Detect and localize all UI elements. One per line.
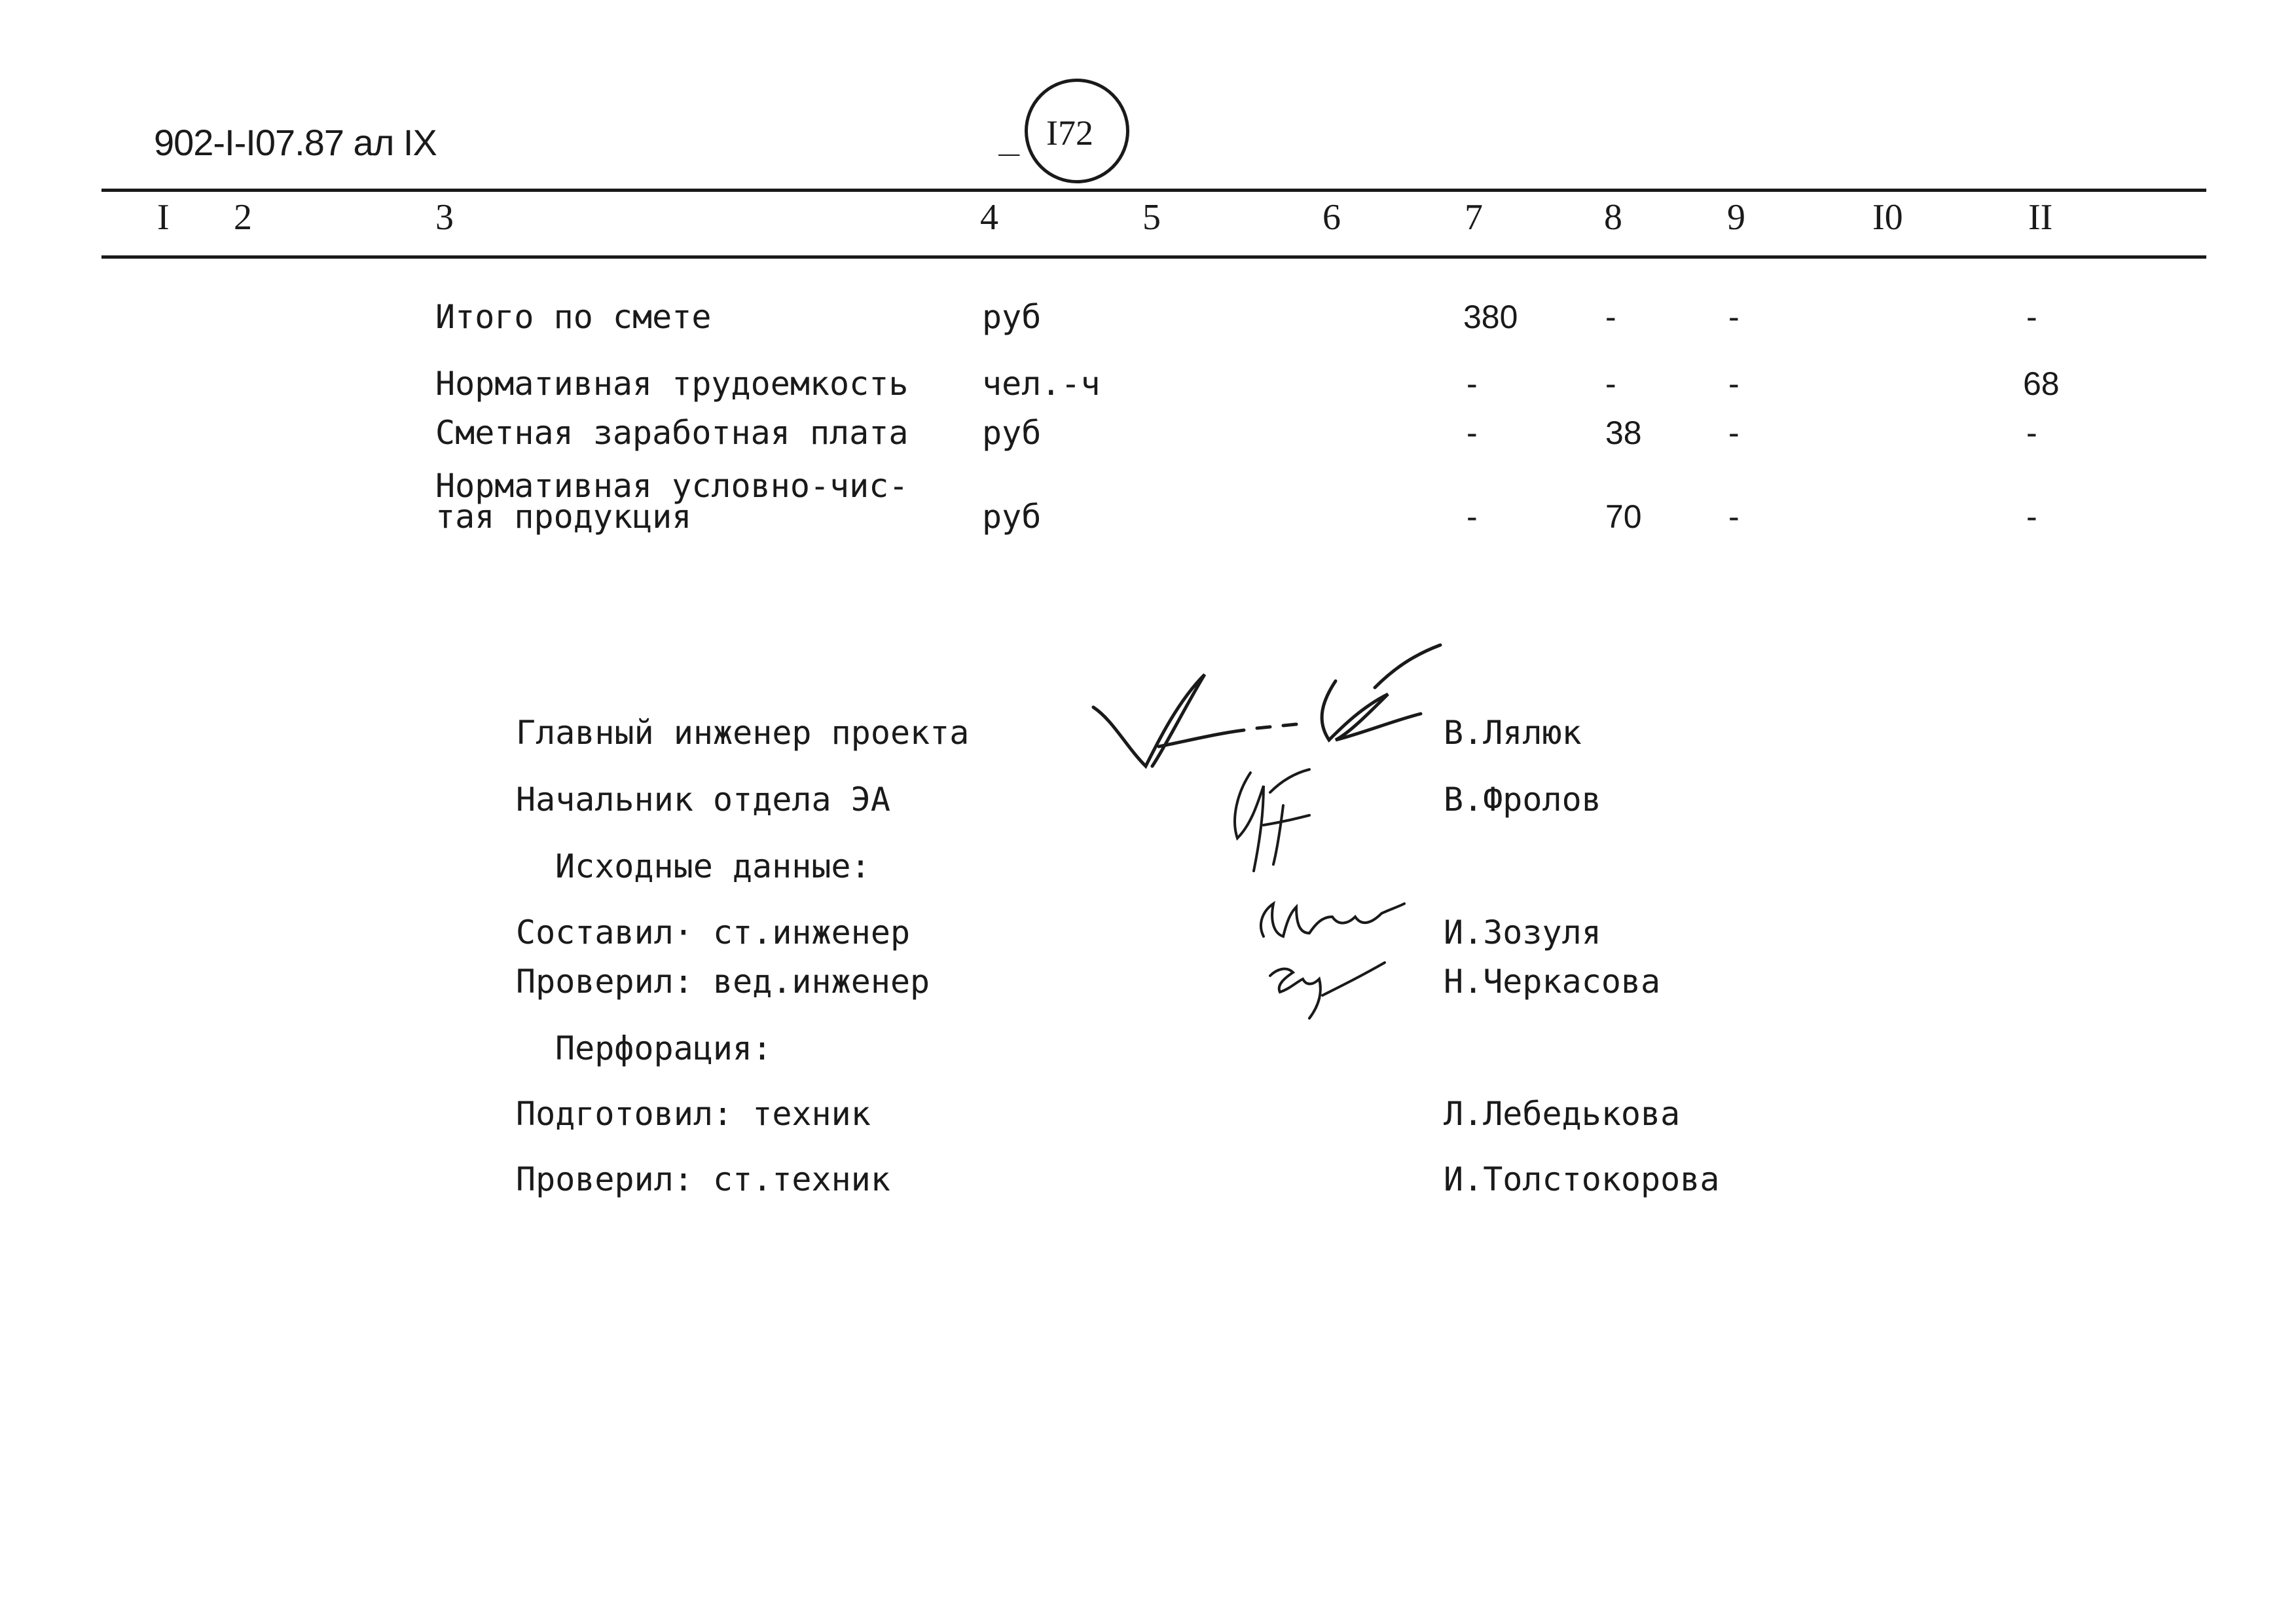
signature-name: Л.Лебедькова [1444, 1095, 1681, 1133]
cell-col11: - [2026, 498, 2037, 535]
column-number: 5 [1142, 197, 1161, 238]
column-number: 2 [234, 197, 252, 238]
table-header-rule [101, 255, 2206, 259]
document-code: 902-I-I07.87 ал IX [154, 122, 437, 163]
signature-name: И.Зозуля [1444, 913, 1601, 951]
cell-col11: 68 [2023, 365, 2060, 402]
cell-col8: - [1605, 365, 1616, 402]
column-number: I [157, 197, 170, 238]
column-number: 8 [1604, 197, 1622, 238]
row-unit: руб [982, 414, 1042, 452]
signature-role: Начальник отдела ЭА [516, 781, 890, 819]
row-label: Нормативная условно-чис- [435, 467, 909, 505]
table-top-rule [101, 189, 2206, 192]
signature-role: Проверил: ст.техник [516, 1160, 890, 1198]
row-label: Итого по смете [435, 298, 712, 336]
signature-compiled-icon [1250, 897, 1408, 950]
cell-col11: - [2026, 415, 2037, 451]
signature-chief-engineer-icon [1087, 642, 1453, 773]
cell-col9: - [1728, 299, 1740, 335]
column-number: 6 [1322, 197, 1341, 238]
row-label: Нормативная трудоемкость [435, 365, 909, 403]
cell-col7: - [1467, 365, 1478, 402]
column-number: 9 [1727, 197, 1745, 238]
row-unit: чел.-ч [982, 365, 1101, 403]
section-heading: Исходные данные: [555, 847, 871, 885]
cell-col8: - [1605, 299, 1616, 335]
column-number: 7 [1465, 197, 1483, 238]
signature-department-head-icon [1224, 766, 1329, 877]
section-heading: Перфорация: [555, 1029, 773, 1067]
signature-checked-lead-icon [1257, 956, 1388, 1022]
page-number: I72 [1046, 113, 1093, 153]
signature-name: Н.Черкасова [1444, 963, 1661, 1001]
column-number: 3 [435, 197, 454, 238]
signature-name: И.Толстокорова [1444, 1160, 1720, 1198]
signature-role: Главный инженер проекта [516, 714, 970, 752]
cell-col7: 380 [1463, 299, 1518, 335]
cell-col7: - [1467, 498, 1478, 535]
cell-col7: - [1467, 415, 1478, 451]
column-number: I0 [1872, 197, 1903, 238]
cell-col9: - [1728, 498, 1740, 535]
cell-col8: 38 [1605, 415, 1642, 451]
column-number: II [2028, 197, 2053, 238]
row-label: тая продукция [435, 498, 692, 536]
cell-col8: 70 [1605, 498, 1642, 535]
cell-col11: - [2026, 299, 2037, 335]
signature-role: Составил· ст.инженер [516, 913, 911, 951]
signature-name: В.Лялюк [1444, 714, 1582, 752]
page-number-dash: _ [998, 115, 1020, 156]
signature-role: Подготовил: техник [516, 1095, 871, 1133]
cell-col9: - [1728, 415, 1740, 451]
row-unit: руб [982, 498, 1042, 536]
row-unit: руб [982, 298, 1042, 336]
column-number: 4 [980, 197, 998, 238]
signature-name: В.Фролов [1444, 781, 1601, 819]
cell-col9: - [1728, 365, 1740, 402]
signature-role: Проверил: вед.инженер [516, 963, 930, 1001]
row-label: Сметная заработная плата [435, 414, 909, 452]
